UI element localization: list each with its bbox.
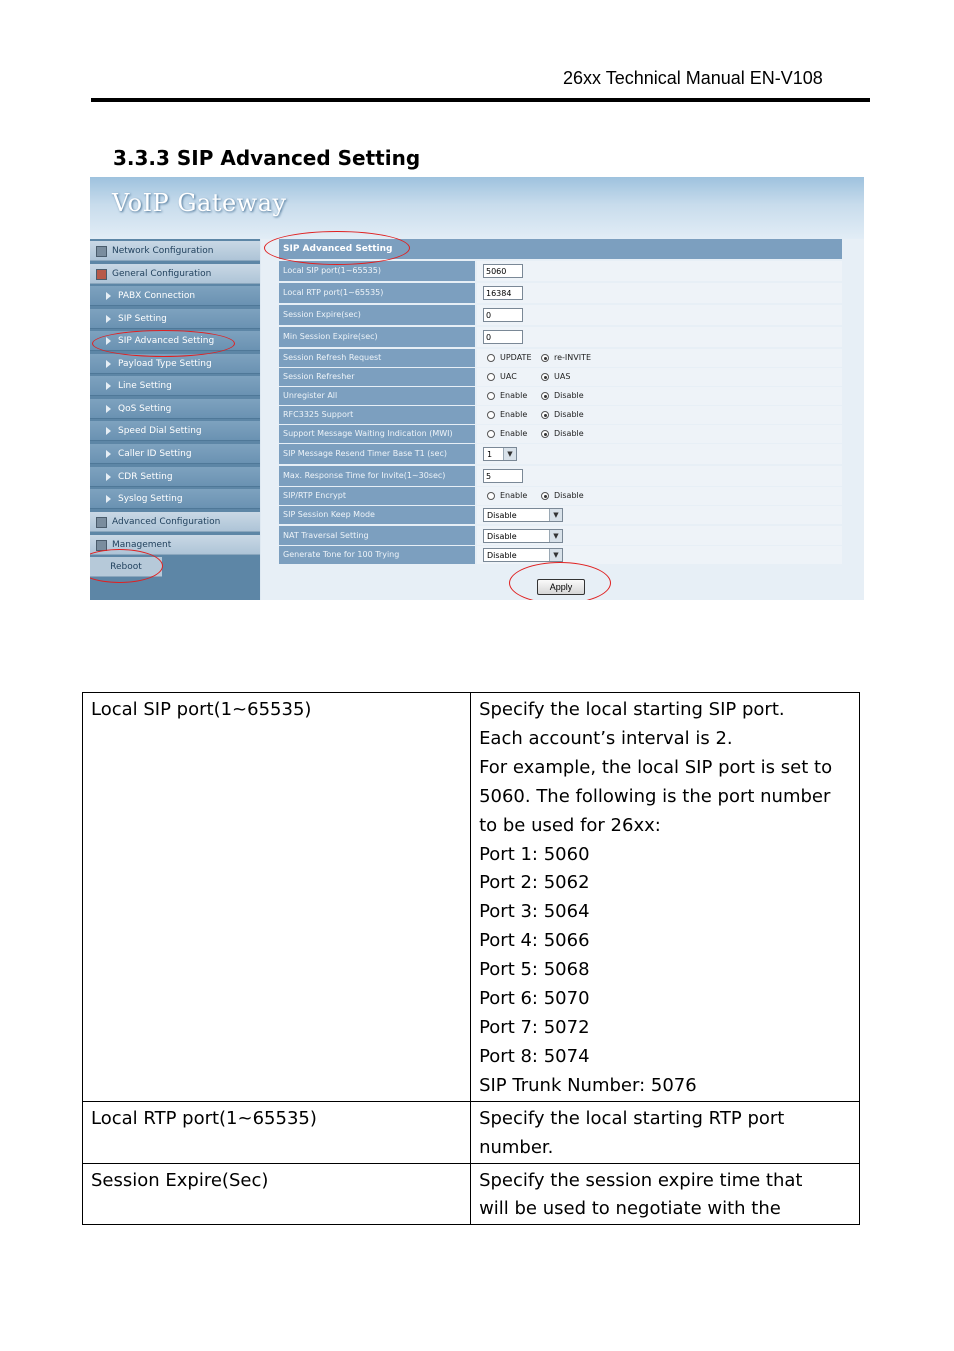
dropdown-select[interactable] bbox=[483, 548, 563, 562]
chevron-down-icon: ▼ bbox=[549, 549, 562, 561]
sidebar-item-label: PABX Connection bbox=[118, 291, 196, 301]
field-value-cell bbox=[477, 466, 842, 486]
form-row bbox=[279, 261, 842, 281]
field-label: Local RTP port(1~65535) bbox=[279, 283, 475, 303]
dropdown-select[interactable] bbox=[483, 529, 563, 543]
description-line: SIP Trunk Number: 5076 bbox=[479, 1074, 697, 1096]
banner-title: VoIP Gateway bbox=[112, 189, 287, 217]
sidebar-item-label: SIP Setting bbox=[118, 314, 167, 324]
field-label: Min Session Expire(sec) bbox=[279, 327, 475, 347]
sidebar-item-network-configuration[interactable] bbox=[90, 241, 260, 261]
sidebar-item-sip-setting[interactable] bbox=[90, 309, 260, 329]
field-value-cell bbox=[477, 546, 842, 564]
sidebar-item-advanced-configuration[interactable] bbox=[90, 512, 260, 532]
radio-label: Disable bbox=[554, 491, 584, 500]
sidebar-item-label: CDR Setting bbox=[118, 472, 173, 482]
sidebar-item-label: SIP Advanced Setting bbox=[118, 336, 215, 346]
field-value-cell bbox=[477, 387, 842, 405]
parameter-description-cell bbox=[471, 1163, 860, 1225]
chevron-down-icon: ▼ bbox=[503, 448, 516, 460]
sidebar-nav bbox=[90, 239, 260, 600]
form-row bbox=[279, 506, 842, 524]
arrow-right-icon bbox=[106, 382, 111, 390]
field-value-cell bbox=[477, 368, 842, 386]
table-row bbox=[83, 1101, 860, 1163]
field-value-cell bbox=[477, 261, 842, 281]
radio-label: Disable bbox=[554, 410, 584, 419]
field-label: Session Expire(sec) bbox=[279, 305, 475, 325]
expand-box-icon bbox=[96, 517, 107, 528]
form-row bbox=[279, 546, 842, 564]
radio-label: UAC bbox=[500, 372, 517, 381]
arrow-right-icon bbox=[106, 450, 111, 458]
field-label: Max. Response Time for Invite(1~30sec) bbox=[279, 466, 475, 486]
dropdown-value: Disable bbox=[487, 551, 517, 560]
field-value-cell bbox=[477, 349, 842, 367]
text-input[interactable]: 5060 bbox=[483, 264, 523, 278]
form-header bbox=[279, 239, 842, 259]
text-input[interactable]: 16384 bbox=[483, 286, 523, 300]
form-row bbox=[279, 487, 842, 505]
parameter-description-cell bbox=[471, 1101, 860, 1163]
description-line: Port 3: 5064 bbox=[479, 901, 590, 923]
sidebar-item-general-configuration[interactable] bbox=[90, 264, 260, 284]
chevron-down-icon: ▼ bbox=[549, 509, 562, 521]
field-label: RFC3325 Support bbox=[279, 406, 475, 424]
field-label: Support Message Waiting Indication (MWI) bbox=[279, 425, 475, 443]
sidebar-item-syslog-setting[interactable] bbox=[90, 489, 260, 509]
text-input[interactable]: 0 bbox=[483, 308, 523, 322]
radio-button-disable[interactable] bbox=[541, 492, 549, 500]
sidebar-item-label: QoS Setting bbox=[118, 404, 172, 414]
form-title: SIP Advanced Setting bbox=[283, 244, 393, 254]
radio-button-enable[interactable] bbox=[487, 411, 495, 419]
field-value-cell bbox=[477, 487, 842, 505]
radio-button-disable[interactable] bbox=[541, 392, 549, 400]
description-line: Port 2: 5062 bbox=[479, 872, 590, 894]
sidebar-item-label: Line Setting bbox=[118, 381, 172, 391]
description-line: Port 4: 5066 bbox=[479, 930, 590, 952]
radio-button-disable[interactable] bbox=[541, 411, 549, 419]
field-label: NAT Traversal Setting bbox=[279, 526, 475, 545]
description-line: Port 5: 5068 bbox=[479, 959, 590, 981]
description-line: For example, the local SIP port is set to bbox=[479, 756, 833, 778]
radio-label: Enable bbox=[500, 410, 528, 419]
radio-button-update[interactable] bbox=[487, 354, 495, 362]
sidebar-item-label: Advanced Configuration bbox=[112, 517, 221, 527]
dropdown-value: Disable bbox=[487, 532, 517, 541]
parameter-description-cell bbox=[471, 693, 860, 1102]
sidebar-item-label: Payload Type Setting bbox=[118, 359, 212, 369]
description-line: Specify the session expire time that bbox=[479, 1169, 803, 1191]
apply-button[interactable]: Apply bbox=[537, 579, 585, 595]
radio-label: Enable bbox=[500, 391, 528, 400]
table-row bbox=[83, 1163, 860, 1225]
description-line: Port 6: 5070 bbox=[479, 988, 590, 1010]
description-line: Port 8: 5074 bbox=[479, 1045, 590, 1067]
form-row bbox=[279, 349, 842, 367]
field-value-cell bbox=[477, 305, 842, 325]
sidebar-item-label: General Configuration bbox=[112, 269, 212, 279]
parameter-name-cell: Local SIP port(1~65535) bbox=[83, 693, 471, 1102]
field-label: SIP Session Keep Mode bbox=[279, 506, 475, 524]
arrow-right-icon bbox=[106, 495, 111, 503]
sidebar-item-label: Reboot bbox=[110, 562, 142, 572]
field-value-cell bbox=[477, 526, 842, 545]
parameter-name-cell: Local RTP port(1~65535) bbox=[83, 1101, 471, 1163]
sip-advanced-screenshot bbox=[90, 177, 864, 600]
sidebar-item-caller-id-setting[interactable] bbox=[90, 444, 260, 464]
dropdown-select[interactable] bbox=[483, 447, 517, 461]
radio-label: Disable bbox=[554, 391, 584, 400]
expand-box-icon bbox=[96, 269, 107, 280]
description-line: Each account’s interval is 2. bbox=[479, 727, 733, 749]
field-value-cell bbox=[477, 406, 842, 424]
description-line: Port 7: 5072 bbox=[479, 1016, 590, 1038]
sidebar-item-pabx-connection[interactable] bbox=[90, 286, 260, 306]
field-value-cell bbox=[477, 444, 842, 464]
sidebar-item-qos-setting[interactable] bbox=[90, 399, 260, 419]
field-label: Generate Tone for 100 Trying bbox=[279, 546, 475, 564]
description-line: to be used for 26xx: bbox=[479, 814, 661, 836]
radio-label: UPDATE bbox=[500, 353, 532, 362]
expand-box-icon bbox=[96, 540, 107, 551]
radio-button-enable[interactable] bbox=[487, 492, 495, 500]
dropdown-select[interactable] bbox=[483, 508, 563, 522]
field-value-cell bbox=[477, 425, 842, 443]
dropdown-value: Disable bbox=[487, 511, 517, 520]
radio-button-re-invite[interactable] bbox=[541, 354, 549, 362]
document-header-title: 26xx Technical Manual EN-V108 bbox=[563, 68, 823, 88]
arrow-right-icon bbox=[106, 473, 111, 481]
sidebar-item-management[interactable] bbox=[90, 535, 260, 555]
form-row bbox=[279, 387, 842, 405]
radio-label: Enable bbox=[500, 491, 528, 500]
expand-box-icon bbox=[96, 246, 107, 257]
description-line: Specify the local starting RTP port bbox=[479, 1107, 785, 1129]
field-label: Unregister All bbox=[279, 387, 475, 405]
form-row bbox=[279, 327, 842, 347]
arrow-right-icon bbox=[106, 360, 111, 368]
header-rule bbox=[91, 98, 870, 102]
radio-button-disable[interactable] bbox=[541, 430, 549, 438]
banner bbox=[90, 177, 864, 239]
form-row bbox=[279, 283, 842, 303]
form-row bbox=[279, 305, 842, 325]
sidebar-item-label: Syslog Setting bbox=[118, 494, 183, 504]
sidebar-item-label: Speed Dial Setting bbox=[118, 426, 202, 436]
radio-label: Disable bbox=[554, 429, 584, 438]
radio-label: UAS bbox=[554, 372, 571, 381]
form-row bbox=[279, 368, 842, 386]
description-line: will be used to negotiate with the bbox=[479, 1198, 781, 1220]
parameter-name-cell: Session Expire(Sec) bbox=[83, 1163, 471, 1225]
sidebar-item-cdr-setting[interactable] bbox=[90, 467, 260, 487]
arrow-right-icon bbox=[106, 292, 111, 300]
radio-button-enable[interactable] bbox=[487, 392, 495, 400]
radio-button-uac[interactable] bbox=[487, 373, 495, 381]
radio-label: re-INVITE bbox=[554, 353, 592, 362]
field-value-cell bbox=[477, 327, 842, 347]
form-row bbox=[279, 406, 842, 424]
form-row bbox=[279, 466, 842, 486]
radio-button-enable[interactable] bbox=[487, 430, 495, 438]
sidebar-item-sip-advanced-setting[interactable] bbox=[90, 331, 260, 351]
field-label: SIP/RTP Encrypt bbox=[279, 487, 475, 505]
section-title: 3.3.3 SIP Advanced Setting bbox=[113, 146, 421, 170]
sidebar-item-speed-dial-setting[interactable] bbox=[90, 421, 260, 441]
description-line: number. bbox=[479, 1136, 554, 1158]
form-row bbox=[279, 526, 842, 545]
arrow-right-icon bbox=[106, 405, 111, 413]
radio-label: Enable bbox=[500, 429, 528, 438]
description-line: 5060. The following is the port number bbox=[479, 785, 831, 807]
field-value-cell bbox=[477, 283, 842, 303]
sidebar-item-reboot[interactable] bbox=[90, 557, 162, 577]
settings-panel bbox=[261, 239, 864, 600]
chevron-down-icon: ▼ bbox=[549, 530, 562, 542]
radio-button-uas[interactable] bbox=[541, 373, 549, 381]
field-label: Session Refresher bbox=[279, 368, 475, 386]
parameter-description-table bbox=[82, 692, 860, 1225]
field-label: Session Refresh Request bbox=[279, 349, 475, 367]
description-line: Port 1: 5060 bbox=[479, 843, 590, 865]
description-line: Specify the local starting SIP port. bbox=[479, 699, 785, 720]
sidebar-item-label: Management bbox=[112, 540, 172, 550]
form-row bbox=[279, 444, 842, 464]
arrow-right-icon bbox=[106, 337, 111, 345]
arrow-right-icon bbox=[106, 315, 111, 323]
field-value-cell bbox=[477, 506, 842, 524]
sidebar-item-label: Caller ID Setting bbox=[118, 449, 192, 459]
form-row bbox=[279, 425, 842, 443]
sidebar-item-line-setting[interactable] bbox=[90, 376, 260, 396]
dropdown-value: 1 bbox=[487, 450, 493, 459]
arrow-right-icon bbox=[106, 427, 111, 435]
table-row bbox=[83, 693, 860, 1102]
field-label: SIP Message Resend Timer Base T1 (sec) bbox=[279, 444, 475, 464]
text-input[interactable]: 5 bbox=[483, 469, 523, 483]
text-input[interactable]: 0 bbox=[483, 330, 523, 344]
sidebar-item-label: Network Configuration bbox=[112, 246, 214, 256]
field-label: Local SIP port(1~65535) bbox=[279, 261, 475, 281]
sidebar-item-payload-type-setting[interactable] bbox=[90, 354, 260, 374]
